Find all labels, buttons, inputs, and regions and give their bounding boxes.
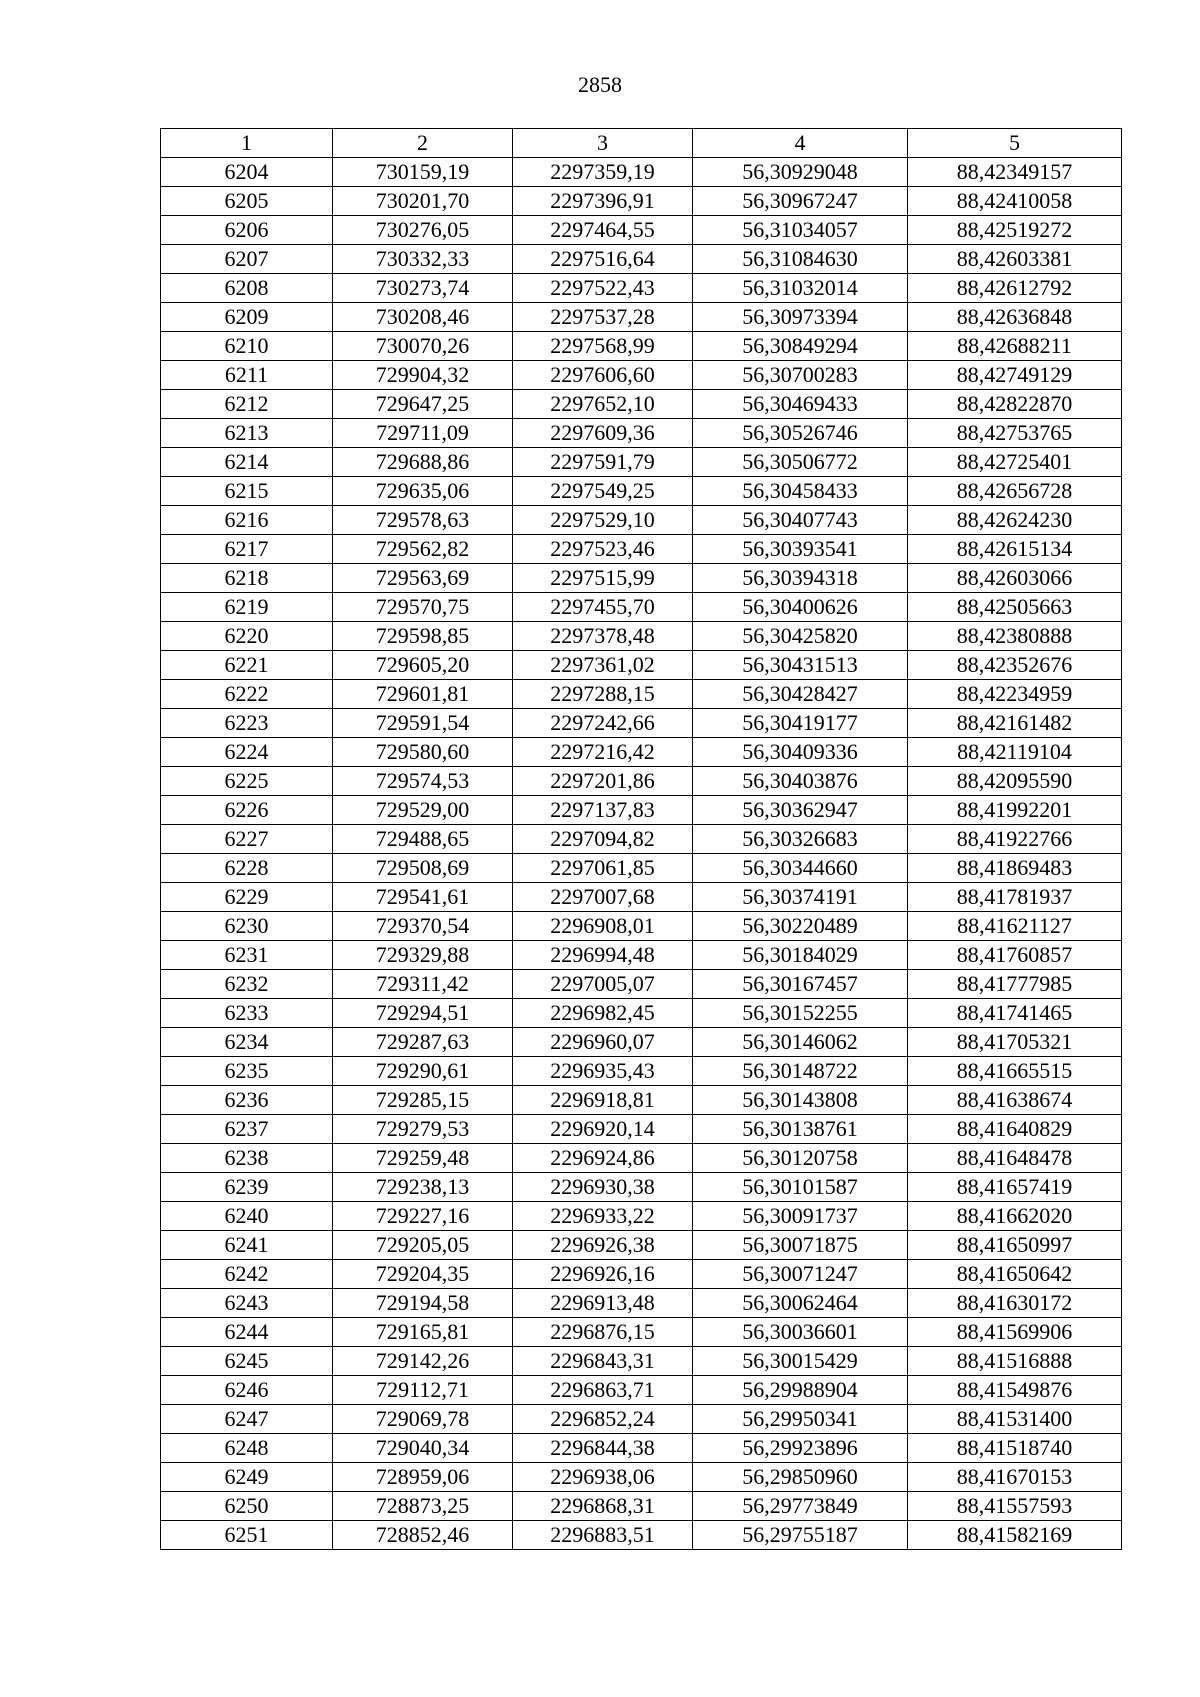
table-cell-col-1: 6245 xyxy=(161,1347,333,1376)
table-cell-col-4: 56,31032014 xyxy=(693,274,908,303)
table-cell-col-2: 729488,65 xyxy=(333,825,513,854)
table-row xyxy=(161,1231,1122,1260)
table-cell-col-2: 729279,53 xyxy=(333,1115,513,1144)
table-cell-col-2: 729580,60 xyxy=(333,738,513,767)
table-cell-col-2: 729591,54 xyxy=(333,709,513,738)
table-cell-col-3: 2296852,24 xyxy=(513,1405,693,1434)
table-cell-col-2: 729529,00 xyxy=(333,796,513,825)
table-cell-col-2: 729370,54 xyxy=(333,912,513,941)
table-cell-col-5: 88,41657419 xyxy=(908,1173,1122,1202)
table-cell-col-1: 6242 xyxy=(161,1260,333,1289)
table-row xyxy=(161,1260,1122,1289)
table-row xyxy=(161,506,1122,535)
table-cell-col-2: 729688,86 xyxy=(333,448,513,477)
table-cell-col-2: 729287,63 xyxy=(333,1028,513,1057)
table-row xyxy=(161,303,1122,332)
table-cell-col-4: 56,30062464 xyxy=(693,1289,908,1318)
table-cell-col-4: 56,30101587 xyxy=(693,1173,908,1202)
table-cell-col-5: 88,41648478 xyxy=(908,1144,1122,1173)
table-cell-col-1: 6243 xyxy=(161,1289,333,1318)
table-cell-col-1: 6236 xyxy=(161,1086,333,1115)
table-cell-col-5: 88,42603066 xyxy=(908,564,1122,593)
table-cell-col-3: 2296920,14 xyxy=(513,1115,693,1144)
table-body xyxy=(161,158,1122,1550)
table-cell-col-2: 728959,06 xyxy=(333,1463,513,1492)
header-row xyxy=(161,129,1122,158)
table-cell-col-2: 729311,42 xyxy=(333,970,513,999)
table-cell-col-1: 6221 xyxy=(161,651,333,680)
table-cell-col-4: 56,30431513 xyxy=(693,651,908,680)
table-cell-col-3: 2297005,07 xyxy=(513,970,693,999)
table-cell-col-1: 6234 xyxy=(161,1028,333,1057)
table-cell-col-4: 56,30220489 xyxy=(693,912,908,941)
table-row xyxy=(161,738,1122,767)
table-cell-col-3: 2296960,07 xyxy=(513,1028,693,1057)
table-cell-col-5: 88,42749129 xyxy=(908,361,1122,390)
table-cell-col-1: 6240 xyxy=(161,1202,333,1231)
table-cell-col-5: 88,42161482 xyxy=(908,709,1122,738)
table-cell-col-1: 6224 xyxy=(161,738,333,767)
table-cell-col-3: 2296843,31 xyxy=(513,1347,693,1376)
table-cell-col-4: 56,29950341 xyxy=(693,1405,908,1434)
table-row xyxy=(161,535,1122,564)
table-cell-col-4: 56,29773849 xyxy=(693,1492,908,1521)
table-cell-col-4: 56,30394318 xyxy=(693,564,908,593)
table-cell-col-3: 2297361,02 xyxy=(513,651,693,680)
table-cell-col-4: 56,30407743 xyxy=(693,506,908,535)
table-row xyxy=(161,158,1122,187)
table-cell-col-4: 56,30700283 xyxy=(693,361,908,390)
table-row xyxy=(161,1173,1122,1202)
table-cell-col-4: 56,30849294 xyxy=(693,332,908,361)
table-row xyxy=(161,1028,1122,1057)
table-cell-col-3: 2296930,38 xyxy=(513,1173,693,1202)
table-cell-col-4: 56,30143808 xyxy=(693,1086,908,1115)
table-cell-col-5: 88,41781937 xyxy=(908,883,1122,912)
table-cell-col-5: 88,42753765 xyxy=(908,419,1122,448)
table-row xyxy=(161,419,1122,448)
table-cell-col-1: 6205 xyxy=(161,187,333,216)
table-cell-col-2: 729112,71 xyxy=(333,1376,513,1405)
table-cell-col-4: 56,31084630 xyxy=(693,245,908,274)
table-cell-col-2: 729227,16 xyxy=(333,1202,513,1231)
table-cell-col-5: 88,41662020 xyxy=(908,1202,1122,1231)
table-cell-col-3: 2297523,46 xyxy=(513,535,693,564)
table-row xyxy=(161,970,1122,999)
table-cell-col-4: 56,30146062 xyxy=(693,1028,908,1057)
table-cell-col-3: 2296844,38 xyxy=(513,1434,693,1463)
table-cell-col-3: 2296876,15 xyxy=(513,1318,693,1347)
table-cell-col-3: 2297516,64 xyxy=(513,245,693,274)
table-row xyxy=(161,1318,1122,1347)
table-row xyxy=(161,564,1122,593)
table-cell-col-4: 56,30400626 xyxy=(693,593,908,622)
table-cell-col-1: 6247 xyxy=(161,1405,333,1434)
table-row xyxy=(161,390,1122,419)
table-cell-col-4: 56,30120758 xyxy=(693,1144,908,1173)
table-row xyxy=(161,1086,1122,1115)
table-cell-col-1: 6212 xyxy=(161,390,333,419)
table-cell-col-2: 729294,51 xyxy=(333,999,513,1028)
table-cell-col-1: 6207 xyxy=(161,245,333,274)
table-cell-col-1: 6246 xyxy=(161,1376,333,1405)
table-cell-col-5: 88,42624230 xyxy=(908,506,1122,535)
table-cell-col-3: 2297609,36 xyxy=(513,419,693,448)
table-cell-col-5: 88,42688211 xyxy=(908,332,1122,361)
table-cell-col-4: 56,30419177 xyxy=(693,709,908,738)
table-cell-col-4: 56,30458433 xyxy=(693,477,908,506)
table-cell-col-4: 56,30428427 xyxy=(693,680,908,709)
table-cell-col-3: 2296863,71 xyxy=(513,1376,693,1405)
table-cell-col-4: 56,30036601 xyxy=(693,1318,908,1347)
table-cell-col-5: 88,42349157 xyxy=(908,158,1122,187)
table-cell-col-1: 6232 xyxy=(161,970,333,999)
table-cell-col-3: 2297455,70 xyxy=(513,593,693,622)
table-cell-col-5: 88,41760857 xyxy=(908,941,1122,970)
table-cell-col-5: 88,41557593 xyxy=(908,1492,1122,1521)
table-cell-col-2: 729290,61 xyxy=(333,1057,513,1086)
table-cell-col-2: 730332,33 xyxy=(333,245,513,274)
table-cell-col-5: 88,41665515 xyxy=(908,1057,1122,1086)
table-cell-col-5: 88,41741465 xyxy=(908,999,1122,1028)
table-cell-col-4: 56,30071875 xyxy=(693,1231,908,1260)
table-row xyxy=(161,709,1122,738)
table-cell-col-5: 88,41992201 xyxy=(908,796,1122,825)
table-cell-col-3: 2296913,48 xyxy=(513,1289,693,1318)
table-row xyxy=(161,1376,1122,1405)
table-cell-col-4: 56,30184029 xyxy=(693,941,908,970)
table-cell-col-4: 56,30152255 xyxy=(693,999,908,1028)
table-cell-col-3: 2296938,06 xyxy=(513,1463,693,1492)
page-number: 2858 xyxy=(578,72,622,97)
table-cell-col-5: 88,42612792 xyxy=(908,274,1122,303)
table-cell-col-4: 56,30403876 xyxy=(693,767,908,796)
table-row xyxy=(161,680,1122,709)
table-cell-col-3: 2297061,85 xyxy=(513,854,693,883)
table-cell-col-4: 56,29850960 xyxy=(693,1463,908,1492)
table-cell-col-4: 56,30506772 xyxy=(693,448,908,477)
table-cell-col-5: 88,41869483 xyxy=(908,854,1122,883)
table-cell-col-5: 88,42725401 xyxy=(908,448,1122,477)
table-cell-col-3: 2297568,99 xyxy=(513,332,693,361)
table-cell-col-2: 729711,09 xyxy=(333,419,513,448)
table-cell-col-4: 56,30393541 xyxy=(693,535,908,564)
table-cell-col-3: 2297606,60 xyxy=(513,361,693,390)
table-row xyxy=(161,854,1122,883)
table-cell-col-1: 6214 xyxy=(161,448,333,477)
table-row xyxy=(161,796,1122,825)
table-cell-col-2: 729563,69 xyxy=(333,564,513,593)
table-row xyxy=(161,361,1122,390)
table-cell-col-4: 56,29755187 xyxy=(693,1521,908,1550)
table-cell-col-4: 56,30425820 xyxy=(693,622,908,651)
table-cell-col-3: 2296994,48 xyxy=(513,941,693,970)
table-row xyxy=(161,622,1122,651)
table-cell-col-2: 729570,75 xyxy=(333,593,513,622)
table-cell-col-1: 6226 xyxy=(161,796,333,825)
table-cell-col-3: 2297515,99 xyxy=(513,564,693,593)
table-cell-col-2: 729635,06 xyxy=(333,477,513,506)
table-cell-col-3: 2296933,22 xyxy=(513,1202,693,1231)
table-cell-col-1: 6218 xyxy=(161,564,333,593)
table-cell-col-2: 729165,81 xyxy=(333,1318,513,1347)
table-cell-col-5: 88,41670153 xyxy=(908,1463,1122,1492)
table-cell-col-2: 729204,35 xyxy=(333,1260,513,1289)
table-cell-col-2: 729040,34 xyxy=(333,1434,513,1463)
table-cell-col-4: 56,29923896 xyxy=(693,1434,908,1463)
table-row xyxy=(161,216,1122,245)
table-cell-col-2: 729259,48 xyxy=(333,1144,513,1173)
table-cell-col-4: 56,30091737 xyxy=(693,1202,908,1231)
table-cell-col-1: 6204 xyxy=(161,158,333,187)
table-cell-col-3: 2296982,45 xyxy=(513,999,693,1028)
table-cell-col-5: 88,41621127 xyxy=(908,912,1122,941)
table-cell-col-4: 56,30929048 xyxy=(693,158,908,187)
table-row xyxy=(161,1144,1122,1173)
table-cell-col-3: 2297591,79 xyxy=(513,448,693,477)
table-cell-col-3: 2297529,10 xyxy=(513,506,693,535)
table-cell-col-3: 2297537,28 xyxy=(513,303,693,332)
table-row xyxy=(161,1202,1122,1231)
table-cell-col-5: 88,41777985 xyxy=(908,970,1122,999)
table-cell-col-1: 6210 xyxy=(161,332,333,361)
table-cell-col-5: 88,41630172 xyxy=(908,1289,1122,1318)
table-cell-col-2: 730208,46 xyxy=(333,303,513,332)
table-cell-col-1: 6216 xyxy=(161,506,333,535)
table-cell-col-1: 6231 xyxy=(161,941,333,970)
table-cell-col-1: 6219 xyxy=(161,593,333,622)
table-cell-col-1: 6213 xyxy=(161,419,333,448)
table-cell-col-1: 6241 xyxy=(161,1231,333,1260)
table-row xyxy=(161,332,1122,361)
table-row xyxy=(161,941,1122,970)
table-cell-col-2: 729205,05 xyxy=(333,1231,513,1260)
table-row xyxy=(161,448,1122,477)
column-header-4: 4 xyxy=(693,129,908,158)
table-cell-col-4: 56,30326683 xyxy=(693,825,908,854)
table-cell-col-4: 56,30967247 xyxy=(693,187,908,216)
table-cell-col-5: 88,41922766 xyxy=(908,825,1122,854)
table-cell-col-2: 730070,26 xyxy=(333,332,513,361)
table-cell-col-1: 6239 xyxy=(161,1173,333,1202)
table-cell-col-1: 6225 xyxy=(161,767,333,796)
table-row xyxy=(161,1115,1122,1144)
table-cell-col-2: 729329,88 xyxy=(333,941,513,970)
table-cell-col-3: 2296908,01 xyxy=(513,912,693,941)
table-cell-col-3: 2297464,55 xyxy=(513,216,693,245)
table-cell-col-3: 2297549,25 xyxy=(513,477,693,506)
table-cell-col-5: 88,42380888 xyxy=(908,622,1122,651)
table-cell-col-1: 6206 xyxy=(161,216,333,245)
table-cell-col-3: 2296935,43 xyxy=(513,1057,693,1086)
table-cell-col-4: 56,30071247 xyxy=(693,1260,908,1289)
table-cell-col-1: 6244 xyxy=(161,1318,333,1347)
table-cell-col-2: 729904,32 xyxy=(333,361,513,390)
table-cell-col-2: 728852,46 xyxy=(333,1521,513,1550)
table-cell-col-4: 56,30526746 xyxy=(693,419,908,448)
table-cell-col-5: 88,42656728 xyxy=(908,477,1122,506)
table-cell-col-2: 730276,05 xyxy=(333,216,513,245)
table-cell-col-4: 56,30138761 xyxy=(693,1115,908,1144)
table-cell-col-3: 2297522,43 xyxy=(513,274,693,303)
table-row xyxy=(161,274,1122,303)
table-cell-col-5: 88,41516888 xyxy=(908,1347,1122,1376)
table-cell-col-1: 6238 xyxy=(161,1144,333,1173)
table-cell-col-2: 729069,78 xyxy=(333,1405,513,1434)
table-row xyxy=(161,1347,1122,1376)
table-cell-col-3: 2297288,15 xyxy=(513,680,693,709)
table-cell-col-2: 730159,19 xyxy=(333,158,513,187)
table-cell-col-2: 730201,70 xyxy=(333,187,513,216)
table-header xyxy=(161,129,1122,158)
table-row xyxy=(161,767,1122,796)
table-cell-col-4: 56,30973394 xyxy=(693,303,908,332)
column-header-5: 5 xyxy=(908,129,1122,158)
table-row xyxy=(161,245,1122,274)
table-cell-col-3: 2297201,86 xyxy=(513,767,693,796)
table-cell-col-5: 88,42822870 xyxy=(908,390,1122,419)
table-cell-col-1: 6233 xyxy=(161,999,333,1028)
table-cell-col-5: 88,42615134 xyxy=(908,535,1122,564)
table-cell-col-5: 88,42603381 xyxy=(908,245,1122,274)
table-cell-col-2: 730273,74 xyxy=(333,274,513,303)
table-cell-col-3: 2296926,38 xyxy=(513,1231,693,1260)
table-cell-col-3: 2297652,10 xyxy=(513,390,693,419)
table-cell-col-5: 88,41705321 xyxy=(908,1028,1122,1057)
table-cell-col-1: 6209 xyxy=(161,303,333,332)
table-row xyxy=(161,593,1122,622)
table-cell-col-1: 6223 xyxy=(161,709,333,738)
table-cell-col-5: 88,41549876 xyxy=(908,1376,1122,1405)
table-cell-col-1: 6208 xyxy=(161,274,333,303)
table-cell-col-1: 6228 xyxy=(161,854,333,883)
table-row xyxy=(161,1463,1122,1492)
table-cell-col-1: 6211 xyxy=(161,361,333,390)
table-cell-col-1: 6235 xyxy=(161,1057,333,1086)
table-cell-col-2: 729238,13 xyxy=(333,1173,513,1202)
column-header-2: 2 xyxy=(333,129,513,158)
table-cell-col-1: 6222 xyxy=(161,680,333,709)
table-cell-col-5: 88,41638674 xyxy=(908,1086,1122,1115)
table-cell-col-4: 56,30374191 xyxy=(693,883,908,912)
table-cell-col-5: 88,42119104 xyxy=(908,738,1122,767)
table-cell-col-4: 56,30362947 xyxy=(693,796,908,825)
table-cell-col-5: 88,42410058 xyxy=(908,187,1122,216)
table-cell-col-5: 88,42352676 xyxy=(908,651,1122,680)
table-cell-col-3: 2296926,16 xyxy=(513,1260,693,1289)
table-cell-col-1: 6237 xyxy=(161,1115,333,1144)
coordinates-table xyxy=(160,128,1122,1550)
table-row xyxy=(161,883,1122,912)
table-cell-col-5: 88,41569906 xyxy=(908,1318,1122,1347)
table-cell-col-1: 6229 xyxy=(161,883,333,912)
table-cell-col-5: 88,41582169 xyxy=(908,1521,1122,1550)
table-cell-col-1: 6248 xyxy=(161,1434,333,1463)
table-cell-col-3: 2297137,83 xyxy=(513,796,693,825)
table-row xyxy=(161,825,1122,854)
table-cell-col-2: 729601,81 xyxy=(333,680,513,709)
table-cell-col-5: 88,41640829 xyxy=(908,1115,1122,1144)
table-cell-col-1: 6250 xyxy=(161,1492,333,1521)
table-cell-col-5: 88,42505663 xyxy=(908,593,1122,622)
table-row xyxy=(161,1521,1122,1550)
table-cell-col-2: 729194,58 xyxy=(333,1289,513,1318)
table-cell-col-5: 88,42636848 xyxy=(908,303,1122,332)
table-cell-col-5: 88,42095590 xyxy=(908,767,1122,796)
table-cell-col-3: 2297216,42 xyxy=(513,738,693,767)
table-cell-col-1: 6249 xyxy=(161,1463,333,1492)
table-cell-col-2: 729578,63 xyxy=(333,506,513,535)
table-cell-col-5: 88,41650997 xyxy=(908,1231,1122,1260)
table-row xyxy=(161,477,1122,506)
table-cell-col-1: 6215 xyxy=(161,477,333,506)
table-row xyxy=(161,1434,1122,1463)
table-cell-col-4: 56,30344660 xyxy=(693,854,908,883)
table-cell-col-2: 729598,85 xyxy=(333,622,513,651)
table-row xyxy=(161,912,1122,941)
table-cell-col-3: 2296924,86 xyxy=(513,1144,693,1173)
table-cell-col-4: 56,30167457 xyxy=(693,970,908,999)
table-cell-col-5: 88,42234959 xyxy=(908,680,1122,709)
column-header-1: 1 xyxy=(161,129,333,158)
table-cell-col-5: 88,41531400 xyxy=(908,1405,1122,1434)
table-cell-col-2: 729562,82 xyxy=(333,535,513,564)
table-cell-col-3: 2296868,31 xyxy=(513,1492,693,1521)
table-cell-col-5: 88,41650642 xyxy=(908,1260,1122,1289)
table-cell-col-3: 2296918,81 xyxy=(513,1086,693,1115)
table-cell-col-3: 2297396,91 xyxy=(513,187,693,216)
table-row xyxy=(161,187,1122,216)
table-cell-col-4: 56,30469433 xyxy=(693,390,908,419)
table-cell-col-4: 56,30015429 xyxy=(693,1347,908,1376)
table-cell-col-2: 729605,20 xyxy=(333,651,513,680)
table-cell-col-1: 6217 xyxy=(161,535,333,564)
table-cell-col-4: 56,29988904 xyxy=(693,1376,908,1405)
table-cell-col-3: 2296883,51 xyxy=(513,1521,693,1550)
table-cell-col-3: 2297359,19 xyxy=(513,158,693,187)
table-cell-col-1: 6220 xyxy=(161,622,333,651)
table-cell-col-4: 56,30148722 xyxy=(693,1057,908,1086)
table-row xyxy=(161,1405,1122,1434)
table-cell-col-2: 729285,15 xyxy=(333,1086,513,1115)
table-cell-col-4: 56,30409336 xyxy=(693,738,908,767)
table-cell-col-3: 2297378,48 xyxy=(513,622,693,651)
table-row xyxy=(161,999,1122,1028)
table-row xyxy=(161,1057,1122,1086)
table-cell-col-1: 6230 xyxy=(161,912,333,941)
table-row xyxy=(161,1492,1122,1521)
column-header-3: 3 xyxy=(513,129,693,158)
table-cell-col-2: 729508,69 xyxy=(333,854,513,883)
table-cell-col-2: 729574,53 xyxy=(333,767,513,796)
table-cell-col-5: 88,41518740 xyxy=(908,1434,1122,1463)
table-cell-col-1: 6227 xyxy=(161,825,333,854)
table-cell-col-4: 56,31034057 xyxy=(693,216,908,245)
table-cell-col-3: 2297007,68 xyxy=(513,883,693,912)
table-row xyxy=(161,651,1122,680)
table-row xyxy=(161,1289,1122,1318)
table-cell-col-2: 728873,25 xyxy=(333,1492,513,1521)
table-cell-col-1: 6251 xyxy=(161,1521,333,1550)
table-cell-col-2: 729142,26 xyxy=(333,1347,513,1376)
table-cell-col-2: 729541,61 xyxy=(333,883,513,912)
table-cell-col-2: 729647,25 xyxy=(333,390,513,419)
table-cell-col-3: 2297094,82 xyxy=(513,825,693,854)
table-cell-col-5: 88,42519272 xyxy=(908,216,1122,245)
table-cell-col-3: 2297242,66 xyxy=(513,709,693,738)
